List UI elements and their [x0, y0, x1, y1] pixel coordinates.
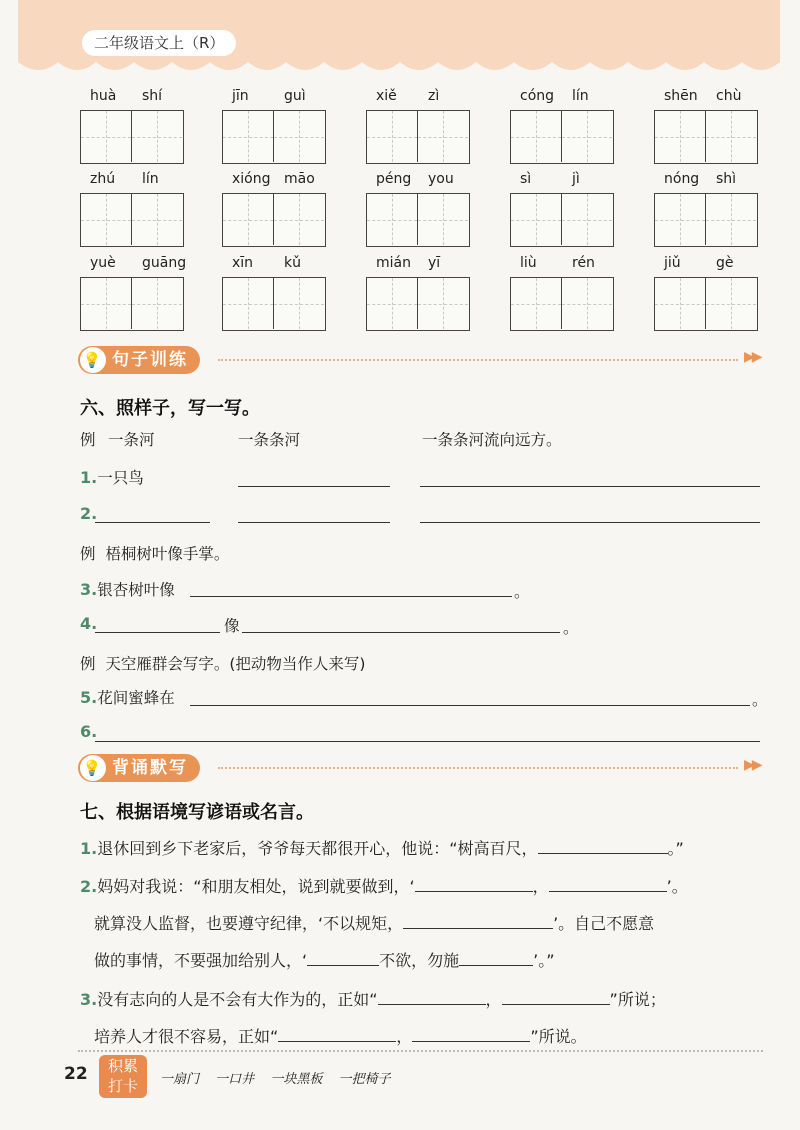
- writing-box: [654, 110, 758, 164]
- writing-cell[interactable]: [274, 111, 324, 162]
- pinyin-label: nóng: [664, 171, 700, 187]
- q4-answer-blank-a[interactable]: [95, 632, 220, 633]
- pinyin-label: zhú: [90, 171, 116, 187]
- s2-q3-line1-mid: ，: [485, 990, 502, 1009]
- pinyin-label: kǔ: [284, 255, 301, 271]
- example2-prefix: 例: [80, 545, 96, 563]
- s2-q2-line3-end: ’。”: [533, 951, 555, 970]
- example1-c: 一条条河流向远方。: [422, 431, 562, 449]
- q3-text: 银杏树叶像: [97, 581, 175, 599]
- writing-cell[interactable]: [655, 278, 706, 329]
- s2-q3-line2-end: ”所说。: [530, 1027, 587, 1046]
- lightbulb-icon: 💡: [80, 755, 106, 781]
- writing-cell[interactable]: [223, 278, 274, 329]
- pinyin-label: zì: [428, 88, 440, 104]
- footer-word-list: [160, 1068, 402, 1087]
- writing-cell[interactable]: [562, 194, 612, 245]
- pinyin-label: shì: [716, 171, 737, 187]
- q4-answer-blank-b[interactable]: [242, 632, 560, 633]
- s2-q2-blank-3[interactable]: [403, 914, 553, 929]
- s2-q3-blank-3[interactable]: [278, 1027, 396, 1042]
- writing-cell[interactable]: [274, 278, 324, 329]
- badge-line2: 打卡: [107, 1077, 138, 1095]
- writing-cell[interactable]: [655, 194, 706, 245]
- q3-answer-blank[interactable]: [190, 596, 512, 597]
- example3-text: 天空雁群会写字。(把动物当作人来写): [105, 655, 366, 673]
- writing-cell[interactable]: [511, 278, 562, 329]
- s2-q2-line2-end: ’。自己不愿意: [553, 914, 655, 933]
- s2-q2-line3-mid: 不欲，勿施: [379, 951, 460, 970]
- pinyin-label: sì: [520, 171, 532, 187]
- q5-row: [80, 686, 175, 708]
- pinyin-label: chù: [716, 88, 742, 104]
- pinyin-label: shí: [142, 88, 163, 104]
- writing-cell[interactable]: [706, 194, 756, 245]
- writing-cell[interactable]: [418, 278, 468, 329]
- s2-q3-line2-text: 培养人才很不容易，正如“: [94, 1027, 279, 1046]
- pinyin-label: jiǔ: [664, 255, 681, 271]
- writing-cell[interactable]: [274, 194, 324, 245]
- page-number: 22: [64, 1064, 88, 1084]
- writing-box: [222, 110, 326, 164]
- banner-dotted-line: [218, 359, 738, 361]
- writing-cell[interactable]: [81, 278, 132, 329]
- writing-box: [366, 193, 470, 247]
- s2-q1-end: 。”: [667, 839, 684, 858]
- example3-prefix: 例: [80, 655, 96, 673]
- s2-q3-blank-1[interactable]: [378, 990, 486, 1005]
- writing-cell[interactable]: [132, 194, 182, 245]
- writing-box: [80, 110, 184, 164]
- s2-q2-line3-text: 做的事情，不要强加给别人，‘: [94, 951, 308, 970]
- pinyin-label: shēn: [664, 88, 698, 104]
- writing-box: [366, 110, 470, 164]
- s2-q3-blank-4[interactable]: [412, 1027, 530, 1042]
- writing-box: [80, 193, 184, 247]
- q5-text: 花间蜜蜂在: [97, 689, 175, 707]
- s2-q2-line1-end: ’。: [666, 877, 688, 896]
- pinyin-label: māo: [284, 171, 315, 187]
- s2-q1-line: [80, 836, 684, 859]
- writing-cell[interactable]: [418, 194, 468, 245]
- q3-number: 3.: [80, 580, 98, 599]
- q2-answer-blank-c[interactable]: [420, 522, 760, 523]
- writing-box: [366, 277, 470, 331]
- section-banner-sentence-training: [78, 346, 764, 376]
- banner-pill: [78, 754, 200, 782]
- q2-number: 2.: [80, 504, 98, 523]
- pinyin-label: gè: [716, 255, 734, 271]
- pinyin-label: xiě: [376, 88, 397, 104]
- footer-word: 一扇门: [160, 1072, 200, 1087]
- s2-q3-line2-mid: ，: [396, 1027, 413, 1046]
- section2-heading: 七、根据语境写谚语或名言。: [80, 802, 314, 823]
- s2-q3-line1: [80, 987, 666, 1010]
- s2-q2-line1-text: 妈妈对我说：“和朋友相处，说到就要做到，‘: [97, 877, 415, 896]
- double-arrow-icon: ▶▶: [744, 757, 760, 773]
- q5-answer-blank[interactable]: [190, 705, 750, 706]
- q5-number: 5.: [80, 688, 98, 707]
- pinyin-label: liù: [520, 255, 537, 271]
- writing-cell[interactable]: [132, 278, 182, 329]
- banner-title: 背诵默写: [112, 758, 188, 778]
- pinyin-label: péng: [376, 171, 412, 187]
- writing-box: [222, 277, 326, 331]
- pinyin-label: cóng: [520, 88, 555, 104]
- q3-end-period: 。: [514, 583, 530, 601]
- writing-cell[interactable]: [706, 278, 756, 329]
- writing-cell[interactable]: [367, 111, 418, 162]
- s2-q2-line3: [94, 948, 555, 971]
- writing-box: [222, 193, 326, 247]
- q1-number: 1.: [80, 468, 98, 487]
- s2-q2-blank-4[interactable]: [307, 951, 379, 966]
- pinyin-label: jì: [572, 171, 580, 187]
- writing-cell[interactable]: [81, 194, 132, 245]
- example3: [80, 652, 365, 674]
- writing-cell[interactable]: [655, 111, 706, 162]
- double-arrow-icon: ▶▶: [744, 349, 760, 365]
- pinyin-label: huà: [90, 88, 117, 104]
- writing-cell[interactable]: [132, 111, 182, 162]
- example1-prefix: 例: [80, 431, 96, 449]
- header-wave-decoration: [18, 54, 780, 84]
- s2-q2-line1: [80, 874, 688, 897]
- writing-cell[interactable]: [223, 194, 274, 245]
- q4-end-period: 。: [563, 619, 579, 637]
- pinyin-label: lín: [142, 171, 159, 187]
- s2-q3-number: 3.: [80, 990, 98, 1009]
- example2: [80, 542, 229, 564]
- example1-a: 一条河: [108, 431, 155, 449]
- q4-number: 4.: [80, 614, 98, 633]
- s2-q2-line2-text: 就算没人监督，也要遵守纪律，‘不以规矩，: [94, 914, 404, 933]
- s2-q3-line2: [94, 1024, 587, 1047]
- writing-cell[interactable]: [81, 111, 132, 162]
- q1-text: 一只鸟: [97, 469, 144, 487]
- writing-box: [654, 277, 758, 331]
- s2-q2-blank-1[interactable]: [415, 877, 533, 892]
- pinyin-label: you: [428, 171, 454, 187]
- writing-box: [510, 193, 614, 247]
- s2-q1-number: 1.: [80, 839, 98, 858]
- banner-dotted-line: [218, 767, 738, 769]
- s2-q2-blank-2[interactable]: [549, 877, 667, 892]
- q1-answer-blank-b[interactable]: [238, 486, 390, 487]
- s2-q3-line1-end: ”所说；: [609, 990, 666, 1009]
- q2-answer-blank-b[interactable]: [238, 522, 390, 523]
- s2-q1-text: 退休回到乡下老家后，爷爷每天都很开心，他说：“树高百尺，: [97, 839, 538, 858]
- writing-cell[interactable]: [418, 111, 468, 162]
- q6-answer-blank[interactable]: [95, 741, 760, 742]
- writing-box: [654, 193, 758, 247]
- pinyin-label: yuè: [90, 255, 116, 271]
- example2-text: 梧桐树叶像手掌。: [105, 545, 230, 563]
- footer-word: 一把椅子: [338, 1072, 391, 1087]
- accumulation-badge: [99, 1055, 147, 1098]
- badge-line1: 积累: [107, 1057, 138, 1075]
- q2-answer-blank-a[interactable]: [95, 522, 210, 523]
- pinyin-label: jīn: [232, 88, 249, 104]
- section-banner-recitation: [78, 754, 764, 784]
- banner-pill: [78, 346, 200, 374]
- s2-q2-number: 2.: [80, 877, 98, 896]
- section1-heading: 六、照样子，写一写。: [80, 398, 260, 419]
- banner-title: 句子训练: [112, 350, 188, 370]
- q4-mid-text: 像: [224, 617, 240, 635]
- pinyin-label: lín: [572, 88, 589, 104]
- writing-cell[interactable]: [562, 111, 612, 162]
- pinyin-label: rén: [572, 255, 595, 271]
- footer-word: 一块黑板: [270, 1072, 323, 1087]
- example1-b: 一条条河: [238, 431, 301, 449]
- pinyin-label: guāng: [142, 255, 187, 271]
- writing-cell[interactable]: [706, 111, 756, 162]
- s2-q2-line2: [94, 911, 654, 934]
- footer-dotted-line: [78, 1050, 763, 1052]
- writing-box: [510, 277, 614, 331]
- q2-row: [80, 504, 97, 523]
- pinyin-label: xióng: [232, 171, 271, 187]
- pinyin-label: xīn: [232, 255, 254, 271]
- writing-cell[interactable]: [223, 111, 274, 162]
- writing-cell[interactable]: [511, 194, 562, 245]
- pinyin-label: yī: [428, 255, 441, 271]
- q1-answer-blank-c[interactable]: [420, 486, 760, 487]
- s2-q2-blank-5[interactable]: [459, 951, 533, 966]
- footer-word: 一口井: [215, 1072, 255, 1087]
- book-label: 二年级语文上（R）: [82, 30, 236, 56]
- q4-row: [80, 614, 97, 633]
- pinyin-label: mián: [376, 255, 411, 271]
- q6-row: [80, 722, 97, 741]
- q1-row: [80, 466, 144, 488]
- writing-cell[interactable]: [511, 111, 562, 162]
- q3-row: [80, 578, 175, 600]
- lightbulb-icon: 💡: [80, 347, 106, 373]
- writing-cell[interactable]: [367, 278, 418, 329]
- pinyin-label: guì: [284, 88, 306, 104]
- q6-number: 6.: [80, 722, 98, 741]
- s2-q1-blank[interactable]: [538, 839, 668, 854]
- writing-box: [510, 110, 614, 164]
- writing-cell[interactable]: [562, 278, 612, 329]
- q5-end-period: 。: [752, 691, 768, 709]
- s2-q2-line1-mid: ，: [532, 877, 549, 896]
- writing-box: [80, 277, 184, 331]
- s2-q3-line1-text: 没有志向的人是不会有大作为的，正如“: [97, 990, 378, 1009]
- s2-q3-blank-2[interactable]: [502, 990, 610, 1005]
- writing-cell[interactable]: [367, 194, 418, 245]
